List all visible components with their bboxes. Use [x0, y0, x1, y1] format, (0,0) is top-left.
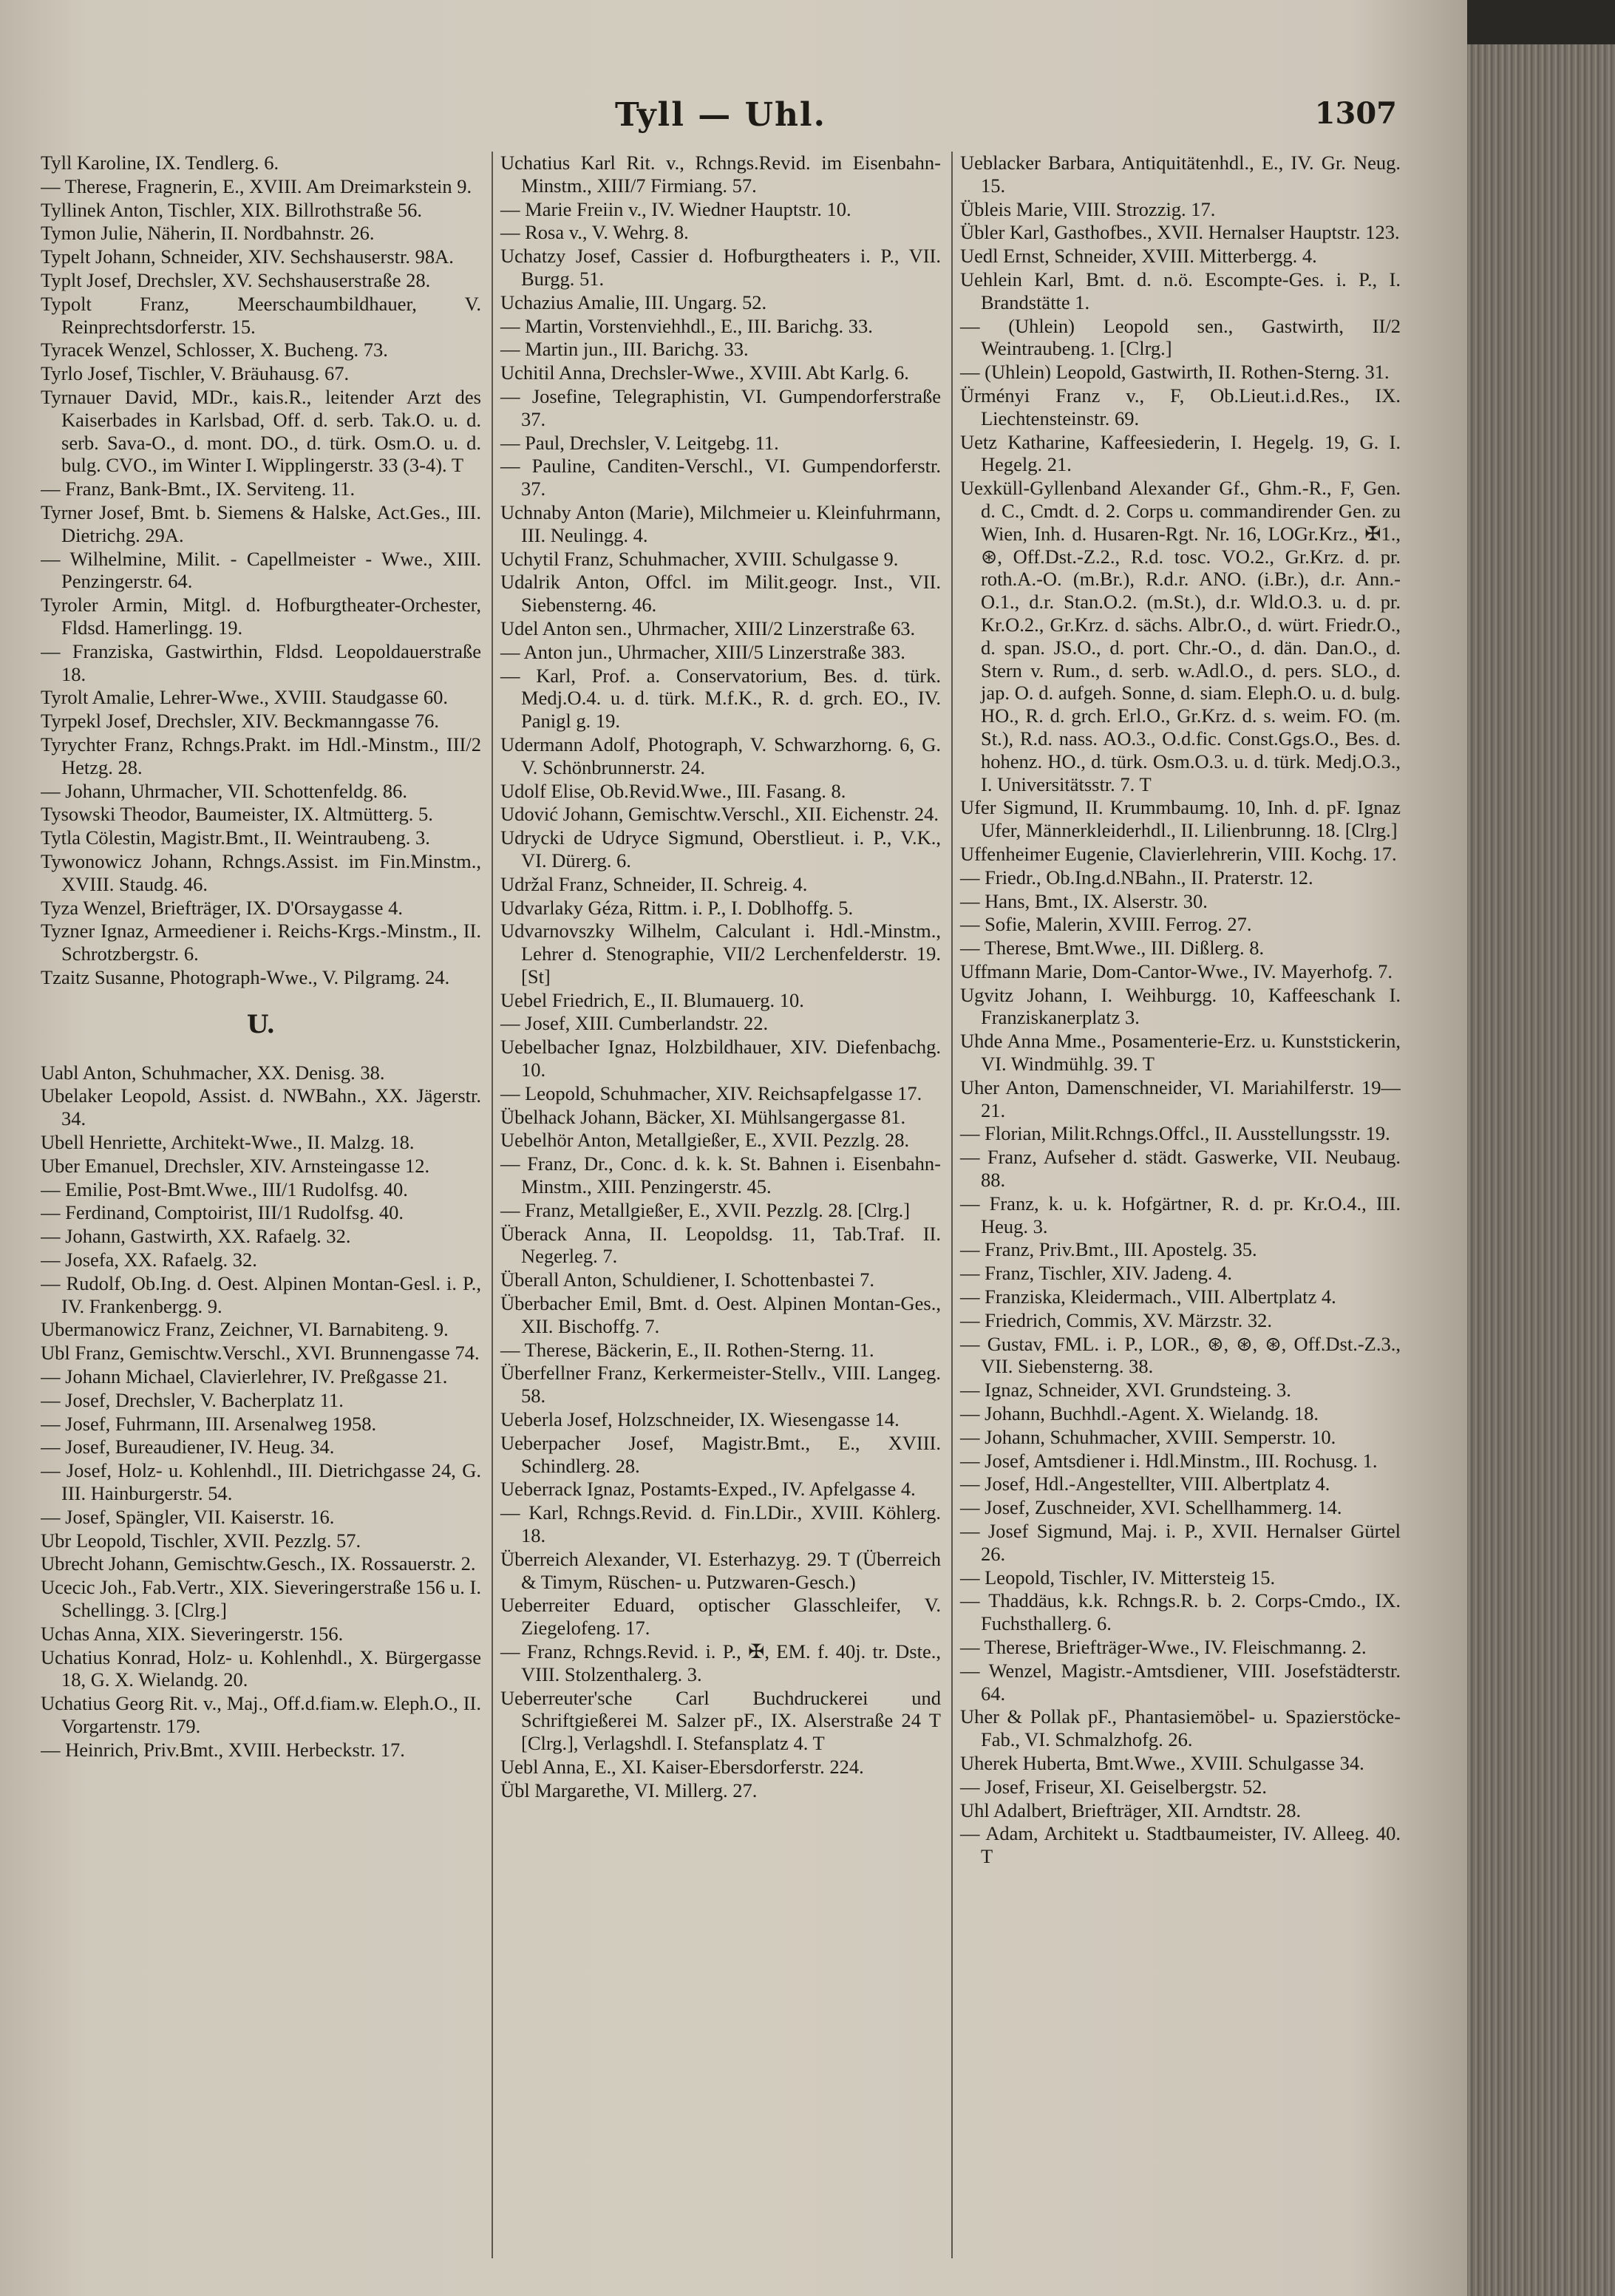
page-header [44, 96, 1397, 140]
directory-entry: — Josef, Spängler, VII. Kaiserstr. 16. [41, 1505, 335, 1528]
directory-entry: Uber Emanuel, Drechsler, XIV. Arnsteingasse 12. [41, 1154, 430, 1177]
directory-entry: — Johann, Schuhmacher, XVIII. Semperstr. 10. [960, 1425, 1336, 1448]
directory-entry: — Josef, Hdl.-Angestellter, VIII. Albertplatz 4. [960, 1473, 1330, 1495]
directory-entry: Tyrner Josef, Bmt. b. Siemens & Halske, Act.Ges., III. Dietrichg. 29A. [41, 500, 481, 546]
directory-entry: — Franziska, Gastwirthin, Fldsd. Leopoldauerstraße 18. [41, 639, 481, 685]
directory-entry: — Hans, Bmt., IX. Alserstr. 30. [960, 889, 1208, 912]
directory-entry: — Josef, Drechsler, V. Bacherplatz 11. [41, 1388, 344, 1411]
directory-entry: Ubelaker Leopold, Assist. d. NWBahn., XX. Jägerstr. 34. [41, 1084, 481, 1130]
directory-entry: — (Uhlein) Leopold, Gastwirth, II. Rothen-Sterng. 31. [960, 361, 1390, 384]
directory-entry: Udel Anton sen., Uhrmacher, XIII/2 Linzerstraße 63. [500, 617, 916, 639]
directory-entry: Uebl Anna, E., XI. Kaiser-Ebersdorferstr. 224. [500, 1755, 864, 1778]
directory-entry: Tyracek Wenzel, Schlosser, X. Bucheng. 73. [41, 339, 388, 361]
directory-entry: Uebel Friedrich, E., II. Blumauerg. 10. [500, 988, 804, 1011]
directory-entry: Uhde Anna Mme., Posamenterie-Erz. u. Kunststickerin, VI. Windmühlg. 39. T [960, 1030, 1401, 1076]
directory-entry: Tymon Julie, Näherin, II. Nordbahnstr. 26. [41, 222, 375, 245]
directory-entry: Ueberpacher Josef, Magistr.Bmt., E., XVIII. Schindlerg. 28. [500, 1431, 941, 1477]
directory-entry: Udržal Franz, Schneider, II. Schreig. 4. [500, 872, 808, 895]
directory-entry: — Franz, Metallgießer, E., XVII. Pezzlg. 28. [Clrg.] [500, 1198, 911, 1221]
directory-entry: Ubrecht Johann, Gemischtw.Gesch., IX. Rossauerstr. 2. [41, 1552, 476, 1575]
directory-entry: Überreich Alexander, VI. Esterhazyg. 29. T (Überreich & Timym, Rüschen- u. Putzwaren-Gesch.) [500, 1547, 941, 1593]
directory-entry: — (Uhlein) Leopold sen., Gastwirth, II/2 Weintraubeng. 1. [Clrg.] [960, 314, 1401, 360]
directory-entry: Udvarnovszky Wilhelm, Calculant i. Hdl.-Minstm., Lehrer d. Stenographie, VII/2 Lerchenfelderstr. 19. [St] [500, 920, 941, 988]
directory-entry: — Franz, Priv.Bmt., III. Apostelg. 35. [960, 1238, 1257, 1261]
directory-entry: Typelt Johann, Schneider, XIV. Sechshauserstr. 98A. [41, 245, 454, 268]
directory-entry: — Therese, Bäckerin, E., II. Rothen-Sterng. 11. [500, 1338, 874, 1361]
directory-entry: — Josef, Bureaudiener, IV. Heug. 34. [41, 1436, 335, 1458]
directory-entry: Überfellner Franz, Kerkermeister-Stellv., VIII. Langeg. 58. [500, 1362, 941, 1407]
directory-entry: Uchas Anna, XIX. Sieveringerstr. 156. [41, 1622, 344, 1645]
directory-entry: Udović Johann, Gemischtw.Verschl., XII. Eichenstr. 24. [500, 803, 939, 826]
directory-entry: Übleis Marie, VIII. Strozzig. 17. [960, 197, 1216, 220]
directory-entry: Uchatius Georg Rit. v., Maj., Off.d.fiam.w. Eleph.O., II. Vorgartenstr. 179. [41, 1692, 481, 1737]
directory-entry: Uher & Pollak pF., Phantasiemöbel- u. Spazierstöcke-Fab., VI. Schmalzhofg. 26. [960, 1705, 1401, 1751]
directory-entry: Tywonowicz Johann, Rchngs.Assist. im Fin.Minstm., XVIII. Staudg. 46. [41, 849, 481, 895]
directory-entry: — Wenzel, Magistr.-Amtsdiener, VIII. Josefstädterstr. 64. [960, 1659, 1401, 1705]
page-stack-edge [1467, 0, 1615, 2296]
directory-entry: Uebelhör Anton, Metallgießer, E., XVII. Pezzlg. 28. [500, 1129, 910, 1152]
directory-entry: Ufer Sigmund, II. Krummbaumg. 10, Inh. d. pF. Ignaz Ufer, Männerkleiderhdl., II. Lilienbrunng. 18. [Clrg.] [960, 796, 1401, 842]
directory-entry: — Ferdinand, Comptoirist, III/1 Rudolfsg. 40. [41, 1201, 404, 1224]
directory-entry: Typlt Josef, Drechsler, XV. Sechshauserstraße 28. [41, 268, 431, 291]
directory-entry: Udrycki de Udryce Sigmund, Oberstlieut. i. P., V.K., VI. Dürerg. 6. [500, 826, 941, 872]
directory-entry: Uffmann Marie, Dom-Cantor-Wwe., IV. Mayerhofg. 7. [960, 960, 1393, 982]
directory-entry: — Friedrich, Commis, XV. Märzstr. 32. [960, 1308, 1273, 1331]
directory-entry: Uchnaby Anton (Marie), Milchmeier u. Kleinfuhrmann, III. Neulingg. 4. [500, 500, 941, 546]
directory-entry: — Josef, Friseur, XI. Geiselbergstr. 52. [960, 1775, 1268, 1798]
directory-entry: — Franz, Rchngs.Revid. i. P., ✠, EM. f. 40j. tr. Dste., VIII. Stolzenthalerg. 3. [500, 1640, 941, 1685]
directory-columns [41, 152, 1401, 2258]
page-stack-shadow [1467, 0, 1615, 44]
column-3 [951, 152, 1401, 2258]
directory-entry: — Heinrich, Priv.Bmt., XVIII. Herbeckstr. 17. [41, 1738, 405, 1761]
directory-entry: — Rosa v., V. Wehrg. 8. [500, 221, 689, 244]
directory-entry: Uchatius Karl Rit. v., Rchngs.Revid. im Eisenbahn-Minstm., XIII/7 Firmiang. 57. [500, 152, 941, 197]
directory-entry: Ubermanowicz Franz, Zeichner, VI. Barnabiteng. 9. [41, 1318, 449, 1341]
directory-entry: Übl Margarethe, VI. Millerg. 27. [500, 1779, 758, 1801]
directory-entry: — Ignaz, Schneider, XVI. Grundsteing. 3. [960, 1379, 1291, 1402]
directory-entry: Tysowski Theodor, Baumeister, IX. Altmütterg. 5. [41, 803, 433, 826]
directory-entry: Uffenheimer Eugenie, Clavierlehrerin, VIII. Kochg. 17. [960, 842, 1397, 865]
directory-entry: — Gustav, FML. i. P., LOR., ⊛, ⊛, ⊛, Off.Dst.-Z.3., VII. Siebensterng. 38. [960, 1332, 1401, 1378]
directory-entry: — Wilhelmine, Milit. - Capellmeister - Wwe., XIII. Penzingerstr. 64. [41, 547, 481, 593]
directory-entry: Ucecic Joh., Fab.Vertr., XIX. Sieveringerstraße 156 u. I. Schellingg. 3. [Clrg.] [41, 1576, 481, 1622]
directory-entry: — Josef, XIII. Cumberlandstr. 22. [500, 1012, 769, 1035]
directory-entry: Tyroler Armin, Mitgl. d. Hofburgtheater-Orchester, Fldsd. Hamerlingg. 19. [41, 594, 481, 639]
directory-entry: Ürményi Franz v., F, Ob.Lieut.i.d.Res., IX. Liechtensteinstr. 69. [960, 384, 1401, 429]
directory-entry: — Paul, Drechsler, V. Leitgebg. 11. [500, 431, 779, 454]
directory-entry: — Marie Freiin v., IV. Wiedner Hauptstr. 10. [500, 197, 851, 220]
directory-entry: — Johann, Gastwirth, XX. Rafaelg. 32. [41, 1225, 351, 1248]
running-head: Tyll — Uhl. [615, 96, 826, 134]
directory-entry: Überall Anton, Schuldiener, I. Schottenbastei 7. [500, 1268, 875, 1291]
directory-entry: Tyzner Ignaz, Armeediener i. Reichs-Krgs.-Minstm., II. Schrotzbergstr. 6. [41, 920, 481, 965]
directory-entry: Uher Anton, Damenschneider, VI. Mariahilferstr. 19—21. [960, 1076, 1401, 1121]
directory-entry: — Josef, Holz- u. Kohlenhdl., III. Dietrichgasse 24, G. III. Hainburgerstr. 54. [41, 1459, 481, 1505]
directory-entry: Uehlein Karl, Bmt. d. n.ö. Escompte-Ges. i. P., I. Brandstätte 1. [960, 268, 1401, 313]
directory-entry: — Johann, Uhrmacher, VII. Schottenfeldg. 86. [41, 779, 407, 802]
directory-entry: — Martin jun., III. Barichg. 33. [500, 338, 749, 361]
directory-entry: — Josef, Fuhrmann, III. Arsenalweg 1958. [41, 1412, 377, 1435]
directory-entry: — Anton jun., Uhrmacher, XIII/5 Linzerstraße 383. [500, 640, 905, 663]
directory-entry: Uebelbacher Ignaz, Holzbildhauer, XIV. Diefenbachg. 10. [500, 1036, 941, 1081]
directory-entry: — Franz, Dr., Conc. d. k. k. St. Bahnen i. Eisenbahn-Minstm., XIII. Penzingerstr. 45. [500, 1152, 941, 1198]
directory-entry: Tytla Cölestin, Magistr.Bmt., II. Weintraubeng. 3. [41, 826, 430, 849]
directory-entry: Uetz Katharine, Kaffeesiederin, I. Hegelg. 19, G. I. Hegelg. 21. [960, 430, 1401, 476]
directory-entry: — Rudolf, Ob.Ing. d. Oest. Alpinen Montan-Gesl. i. P., IV. Frankenbergg. 9. [41, 1271, 481, 1317]
directory-entry: — Josef Sigmund, Maj. i. P., XVII. Hernalser Gürtel 26. [960, 1520, 1401, 1565]
directory-entry: Uexküll-Gyllenband Alexander Gf., Ghm.-R., F, Gen. d. C., Cmdt. d. 2. Corps u. commandirender Gen. zu Wien, Inh. d. Husaren-Rgt. Nr. 16, LOGr.Krz., ✠1., ⊛, Off.Dst.-Z.2., R.d. tosc. VO.2., Gr.Krz. d. pr. roth.A.-O. (m.Br.), R.d.r. ANO. (i.Br.), d.r. Ann.-O.1., d.r. Stan.O.2. (m.St.), d.r. Wld.O.3. u. d. pr. Kr.O.2., Gr.Krz. d. sächs. Albr.O., d. würt. Friedr.O., d. span. JS.O., d. port. Chr.-O., d. dän. Dan.O., d. Stern v. Rum., d. serb. w.Adl.O., d. pers. SLO., d. jap. O. d. aufgeh. Sonne, d. siam. Eleph.O. u. d. bulg. HO., R. d. grch. Erl.O., Gr.Krz. d. s. weim. FO. (m. St.), R.d. nass. AO.3., O.d.fic. Const.Ggs.O., Bes. d. hohenz. HO., d. türk. Osm.O.3. u. d. türk. Medj.O.3., I. Universitätsstr. 7. T [960, 477, 1401, 795]
directory-entry: Übelhack Johann, Bäcker, XI. Mühlsangergasse 81. [500, 1105, 906, 1128]
directory-entry: Uchatzy Josef, Cassier d. Hofburgtheaters i. P., VII. Burgg. 51. [500, 245, 941, 290]
directory-entry: Ubell Henriette, Architekt-Wwe., II. Malzg. 18. [41, 1131, 415, 1154]
directory-entry: Überbacher Emil, Bmt. d. Oest. Alpinen Montan-Ges., XII. Bischoffg. 7. [500, 1292, 941, 1337]
directory-entry: Tyllinek Anton, Tischler, XIX. Billrothstraße 56. [41, 198, 423, 221]
directory-entry: Uchytil Franz, Schuhmacher, XVIII. Schulgasse 9. [500, 547, 899, 570]
directory-entry: — Leopold, Schuhmacher, XIV. Reichsapfelgasse 17. [500, 1081, 922, 1104]
directory-entry: — Karl, Prof. a. Conservatorium, Bes. d. türk. Medj.O.4. u. d. türk. M.f.K., R. d. grch. EO., IV. Panigl g. 19. [500, 664, 941, 733]
directory-entry: Uhl Adalbert, Briefträger, XII. Arndtstr. 28. [960, 1799, 1302, 1821]
directory-entry: Ugvitz Johann, I. Weihburgg. 10, Kaffeeschank I. Franziskanerplatz 3. [960, 983, 1401, 1029]
directory-entry: Übler Karl, Gasthofbes., XVII. Hernalser Hauptstr. 123. [960, 221, 1400, 244]
directory-entry: Ueberla Josef, Holzschneider, IX. Wiesengasse 14. [500, 1408, 900, 1431]
directory-entry: — Franz, Tischler, XIV. Jadeng. 4. [960, 1262, 1232, 1285]
directory-entry: Udalrik Anton, Offcl. im Milit.geogr. Inst., VII. Siebensterng. 46. [500, 571, 941, 617]
directory-entry: Ueberrack Ignaz, Postamts-Exped., IV. Apfelgasse 4. [500, 1478, 916, 1501]
column-1 [41, 152, 481, 2258]
directory-entry: — Therese, Fragnerin, E., XVIII. Am Dreimarkstein 9. [41, 174, 472, 197]
directory-entry: — Franz, k. u. k. Hofgärtner, R. d. pr. Kr.O.4., III. Heug. 3. [960, 1192, 1401, 1237]
directory-entry: Tyll Karoline, IX. Tendlerg. 6. [41, 152, 279, 174]
directory-entry: Uedl Ernst, Schneider, XVIII. Mitterbergg. 4. [960, 245, 1317, 268]
directory-entry: Tyrnauer David, MDr., kais.R., leitender Arzt des Kaiserbades in Karlsbad, Off. d. serb. Tak.O. u. d. serb. Sava-O., d. mont. DO., d. türk. Osm.O. u. d. bulg. CVO., im Winter I. Wipplingerstr. 33 (3-4). T [41, 385, 481, 477]
directory-entry: — Franziska, Kleidermach., VIII. Albertplatz 4. [960, 1285, 1336, 1308]
directory-entry: Tyrlo Josef, Tischler, V. Bräuhausg. 67. [41, 362, 350, 385]
directory-entry: Uchitil Anna, Drechsler-Wwe., XVIII. Abt Karlg. 6. [500, 361, 909, 384]
directory-entry: Ueberreuter'sche Carl Buchdruckerei und Schriftgießerei M. Salzer pF., IX. Alserstraße 24 T [Clrg.], Verlagshdl. I. Stefansplatz 4. T [500, 1686, 941, 1755]
directory-entry: — Pauline, Canditen-Verschl., VI. Gumpendorferstr. 37. [500, 455, 941, 500]
directory-entry: Ueblacker Barbara, Antiquitätenhdl., E., IV. Gr. Neug. 15. [960, 152, 1401, 197]
directory-entry: — Josefine, Telegraphistin, VI. Gumpendorferstraße 37. [500, 384, 941, 430]
directory-entry: Uchazius Amalie, III. Ungarg. 52. [500, 291, 767, 313]
directory-entry: — Sofie, Malerin, XVIII. Ferrog. 27. [960, 913, 1252, 936]
directory-entry: — Franz, Aufseher d. städt. Gaswerke, VII. Neubaug. 88. [960, 1146, 1401, 1192]
directory-entry: Überack Anna, II. Leopoldsg. 11, Tab.Traf. II. Negerleg. 7. [500, 1222, 941, 1268]
directory-entry: — Johann, Buchhdl.-Agent. X. Wielandg. 18. [960, 1402, 1319, 1425]
directory-entry: — Johann Michael, Clavierlehrer, IV. Preßgasse 21. [41, 1365, 448, 1388]
directory-entry: — Therese, Briefträger-Wwe., IV. Fleischmanng. 2. [960, 1636, 1367, 1658]
directory-entry: — Thaddäus, k.k. Rchngs.R. b. 2. Corps-Cmdo., IX. Fuchsthallerg. 6. [960, 1589, 1401, 1635]
directory-entry: Typolt Franz, Meerschaumbildhauer, V. Reinprechtsdorferstr. 15. [41, 292, 481, 338]
directory-entry: — Adam, Architekt u. Stadtbaumeister, IV. Alleeg. 40. T [960, 1822, 1401, 1868]
directory-entry: — Josefa, XX. Rafaelg. 32. [41, 1249, 257, 1271]
section-letter: U. [246, 1009, 276, 1039]
directory-entry: Tyza Wenzel, Briefträger, IX. D'Orsaygasse 4. [41, 896, 404, 919]
directory-entry: Ubr Leopold, Tischler, XVII. Pezzlg. 57. [41, 1529, 361, 1552]
directory-entry: Tyrpekl Josef, Drechsler, XIV. Beckmanngasse 76. [41, 710, 439, 733]
directory-entry: Tyrychter Franz, Rchngs.Prakt. im Hdl.-Minstm., III/2 Hetzg. 28. [41, 733, 481, 778]
directory-entry: — Martin, Vorstenviehhdl., E., III. Barichg. 33. [500, 314, 873, 337]
directory-entry: — Florian, Milit.Rchngs.Offcl., II. Ausstellungsstr. 19. [960, 1122, 1390, 1145]
directory-entry: Ubl Franz, Gemischtw.Verschl., XVI. Brunnengasse 74. [41, 1342, 480, 1365]
directory-entry: — Leopold, Tischler, IV. Mittersteig 15. [960, 1566, 1276, 1589]
directory-entry: — Josef, Amtsdiener i. Hdl.Minstm., III. Rochusg. 1. [960, 1449, 1378, 1472]
directory-entry: Tzaitz Susanne, Photograph-Wwe., V. Pilgramg. 24. [41, 965, 450, 988]
directory-entry: Uchatius Konrad, Holz- u. Kohlenhdl., X. Bürgergasse 18, G. X. Wielandg. 20. [41, 1645, 481, 1691]
directory-entry: — Karl, Rchngs.Revid. d. Fin.LDir., XVIII. Köhlerg. 18. [500, 1501, 941, 1547]
directory-entry: Udolf Elise, Ob.Revid.Wwe., III. Fasang. 8. [500, 779, 846, 802]
directory-entry: — Emilie, Post-Bmt.Wwe., III/1 Rudolfsg. 40. [41, 1178, 408, 1200]
directory-entry: — Friedr., Ob.Ing.d.NBahn., II. Praterstr. 12. [960, 866, 1313, 889]
directory-entry: Tyrolt Amalie, Lehrer-Wwe., XVIII. Staudgasse 60. [41, 686, 449, 709]
directory-entry: — Josef, Zuschneider, XVI. Schellhammerg. 14. [960, 1496, 1342, 1519]
column-2 [492, 152, 941, 2258]
directory-entry: Uabl Anton, Schuhmacher, XX. Denisg. 38. [41, 1061, 385, 1084]
directory-entry: — Therese, Bmt.Wwe., III. Dißlerg. 8. [960, 937, 1265, 960]
page-number: 1307 [1314, 96, 1397, 131]
directory-entry: Udvarlaky Géza, Rittm. i. P., I. Doblhoffg. 5. [500, 896, 854, 919]
directory-entry: Udermann Adolf, Photograph, V. Schwarzhorng. 6, G. V. Schönbrunnerstr. 24. [500, 733, 941, 778]
directory-entry: — Franz, Bank-Bmt., IX. Serviteng. 11. [41, 478, 356, 500]
directory-entry: Ueberreiter Eduard, optischer Glasschleifer, V. Ziegelofeng. 17. [500, 1594, 941, 1640]
directory-entry: Uherek Huberta, Bmt.Wwe., XVIII. Schulgasse 34. [960, 1751, 1364, 1774]
